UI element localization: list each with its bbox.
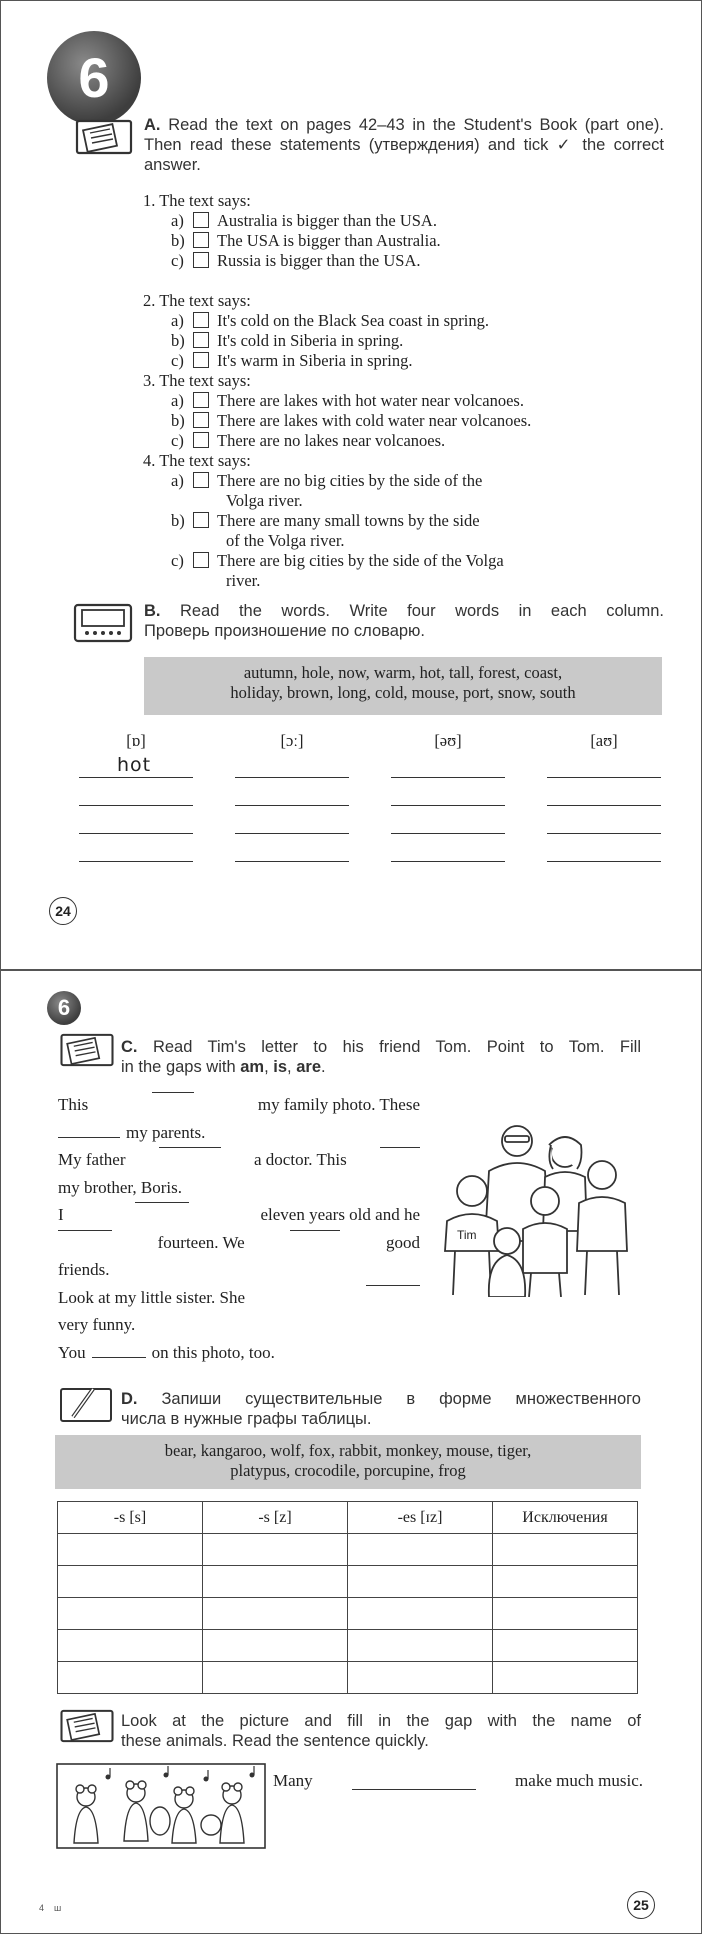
question-stem [143,371,251,391]
answer-line[interactable] [391,861,505,862]
table-cell[interactable] [58,1534,203,1566]
table-row [58,1534,638,1566]
mice-musicians-illustration [56,1763,266,1849]
tape-recorder-icon [73,603,133,643]
page-number: 25 [627,1891,655,1919]
phonetic-column-header: [ɔː] [280,731,304,750]
table-cell[interactable] [203,1662,348,1694]
option-text: The USA is bigger than Australia. [217,231,441,250]
table-cell[interactable] [203,1598,348,1630]
table-header-cell: -s [s] [58,1502,203,1534]
option-text-continued: river. [226,571,261,590]
option-letter: a) [171,311,184,330]
answer-line[interactable] [79,777,193,778]
tick-checkbox[interactable] [193,552,209,568]
tick-checkbox[interactable] [193,472,209,488]
exercise-c-instruction: C. Read Tim's letter to his friend Tom. Point to Tom. Fill in the gaps with am, is, are. [121,1038,641,1076]
table-cell[interactable] [348,1630,493,1662]
exercise-b-word-box: autumn, hole, now, warm, hot, tall, forest, coast, holiday, brown, long, cold, mouse, port, snow, south [144,657,662,715]
exercise-a-instruction: A. Read the text on pages 42–43 in the Student's Book (part one). Then read these statements (утверждения) and tick ✓ the correct answer. [144,116,664,174]
answer-line[interactable] [547,805,661,806]
answer-line[interactable] [235,861,349,862]
tick-checkbox[interactable] [193,432,209,448]
option-text-continued: of the Volga river. [226,531,345,550]
option-text: Russia is bigger than the USA. [217,251,421,270]
option-letter: c) [171,251,184,270]
tick-checkbox[interactable] [193,212,209,228]
question-number: 2. [143,291,156,310]
phonetic-column-header: [ɒ] [126,731,146,750]
table-cell[interactable] [348,1662,493,1694]
table-header-cell: -es [ɪz] [348,1502,493,1534]
option-text: It's warm in Siberia in spring. [217,351,413,370]
table-row [58,1662,638,1694]
answer-line[interactable] [547,861,661,862]
exercise-e-sentence: Many make much music. [273,1771,643,1790]
phonetic-column-header: [əʊ] [434,731,462,750]
table-cell[interactable] [58,1598,203,1630]
table-cell[interactable] [493,1566,638,1598]
table-row [58,1598,638,1630]
table-cell[interactable] [58,1630,203,1662]
option-text: There are big cities by the side of the Volga [217,551,504,570]
exercise-d-word-box: bear, kangaroo, wolf, fox, rabbit, monkey, mouse, tiger, platypus, crocodile, porcupine, frog [55,1435,641,1489]
table-cell[interactable] [493,1662,638,1694]
question-number: 4. [143,451,156,470]
answer-option [171,211,437,231]
table-cell[interactable] [58,1662,203,1694]
option-text: There are lakes with cold water near volcanoes. [217,411,532,430]
answer-line[interactable] [391,777,505,778]
table-cell[interactable] [493,1630,638,1662]
answer-option [171,331,403,351]
question-text: The text says: [159,191,251,210]
option-letter: c) [171,351,184,370]
answer-line[interactable] [235,777,349,778]
question-text: The text says: [159,451,251,470]
option-letter: b) [171,411,185,430]
pencil-notebook-icon [59,1385,113,1423]
option-letter: b) [171,231,185,250]
question-text: The text says: [159,371,251,390]
table-cell[interactable] [493,1598,638,1630]
option-text-continued: Volga river. [226,491,303,510]
plural-nouns-table [57,1501,638,1694]
table-cell[interactable] [348,1534,493,1566]
answer-line[interactable] [547,833,661,834]
tick-checkbox[interactable] [193,392,209,408]
question-stem [143,451,251,471]
tick-checkbox[interactable] [193,312,209,328]
answer-option [171,431,445,451]
question-stem [143,291,251,311]
option-letter: b) [171,511,185,530]
answer-option [171,351,412,371]
answer-option [171,411,531,431]
answer-line[interactable] [391,805,505,806]
answer-line[interactable] [79,805,193,806]
table-cell[interactable] [58,1566,203,1598]
answer-option [171,231,441,251]
book-icon [75,119,133,155]
option-text: There are lakes with hot water near volcanoes. [217,391,524,410]
option-text: There are no big cities by the side of the [217,471,483,490]
table-header-row [58,1502,638,1534]
option-text: Australia is bigger than the USA. [217,211,437,230]
family-photo-illustration [427,1111,649,1297]
option-letter: b) [171,331,185,350]
table-cell[interactable] [493,1534,638,1566]
answer-option [171,471,482,511]
tick-checkbox[interactable] [193,412,209,428]
table-cell[interactable] [203,1534,348,1566]
unit-badge: 6 [47,31,141,125]
answer-line[interactable] [391,833,505,834]
exercise-b-instruction: B. Read the words. Write four words in each column. Проверь произношение по словарю. [144,602,664,640]
book-icon [59,1033,115,1067]
question-text: The text says: [159,291,251,310]
table-cell[interactable] [348,1566,493,1598]
book-icon [59,1709,115,1743]
example-handwritten-answer: hot [117,754,152,776]
table-cell[interactable] [348,1598,493,1630]
option-text: There are many small towns by the side [217,511,480,530]
answer-line[interactable] [79,833,193,834]
answer-option [171,511,480,551]
option-letter: a) [171,391,184,410]
table-cell[interactable] [203,1630,348,1662]
unit-badge: 6 [47,991,81,1025]
option-letter: c) [171,431,184,450]
tick-checkbox[interactable] [193,332,209,348]
tick-checkbox[interactable] [193,232,209,248]
tick-checkbox[interactable] [193,512,209,528]
answer-option [171,311,489,331]
footer-print-mark: 4 ш [39,1903,62,1913]
answer-option [171,251,421,271]
answer-option [171,551,504,591]
answer-line[interactable] [547,777,661,778]
tick-checkbox[interactable] [193,352,209,368]
option-text: It's cold on the Black Sea coast in spring. [217,311,489,330]
answer-line[interactable] [235,805,349,806]
option-text: It's cold in Siberia in spring. [217,331,404,350]
answer-gap[interactable] [352,1771,476,1790]
table-row [58,1630,638,1662]
answer-option [171,391,524,411]
table-header-cell: -s [z] [203,1502,348,1534]
question-number: 3. [143,371,156,390]
workbook-page-25 [0,970,702,1934]
option-text: There are no lakes near volcanoes. [217,431,446,450]
option-letter: c) [171,551,184,570]
table-cell[interactable] [203,1566,348,1598]
tick-checkbox[interactable] [193,252,209,268]
table-row [58,1566,638,1598]
option-letter: a) [171,471,184,490]
table-header-cell: Исключения [493,1502,638,1534]
option-letter: a) [171,211,184,230]
exercise-d-instruction: D. Запиши существительные в форме множественного числа в нужные графы таблицы. [121,1390,641,1428]
exercise-e-instruction: Look at the picture and fill in the gap with the name of these animals. Read the sentence quickly. [121,1712,641,1750]
answer-line[interactable] [79,861,193,862]
page-number: 24 [49,897,77,925]
tims-letter: This my family photo. These my parents. My father a doctor. This my brother, Boris. I eleven years old and he fourteen. We good friends. Look at my little sister. She very funny. You on this photo, too. [58,1091,420,1366]
tim-label: Tim [457,1228,477,1242]
question-stem [143,191,251,211]
phonetic-column-header: [aʊ] [590,731,618,750]
answer-line[interactable] [235,833,349,834]
question-number: 1. [143,191,156,210]
